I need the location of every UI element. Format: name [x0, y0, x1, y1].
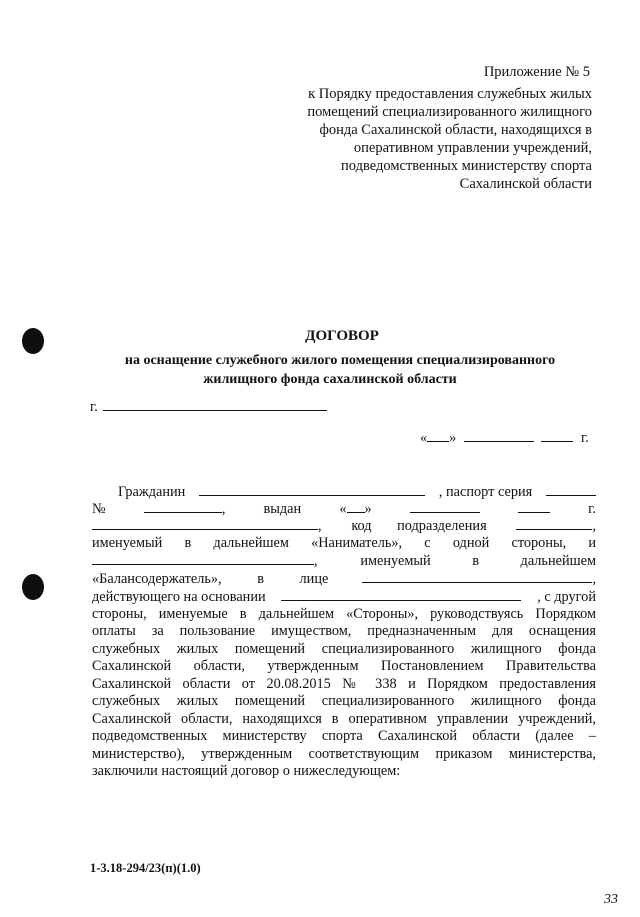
basis-blank: [281, 587, 521, 601]
punch-hole-bottom: [22, 574, 44, 600]
document-subtitle-line2: жилищного фонда сахалинской области: [203, 372, 457, 387]
body-line: Сахалинской области, находящихся в оперативном управлении учреждений,: [92, 711, 596, 727]
body-line-last: заключили настоящий договор о нижеследующем:: [92, 763, 401, 779]
issued-label: выдан: [263, 501, 302, 517]
comma: ,: [592, 571, 596, 587]
body-line: Сахалинской области, утвержденным Постановлением Правительства: [92, 658, 596, 674]
citizen-name-blank: [199, 482, 425, 496]
passport-label: , паспорт серия: [438, 484, 533, 500]
body-line: [92, 569, 596, 587]
appendix-line: к Порядку предоставления служебных жилых: [308, 86, 592, 102]
quote-close: »: [364, 501, 372, 517]
appendix-line: оперативном управлении учреждений,: [353, 140, 592, 156]
division-code-label: код подразделения: [351, 518, 487, 534]
document-title: ДОГОВОР: [305, 328, 379, 344]
balance-holder-label: «Балансодержатель», в лице: [92, 571, 329, 587]
appendix-number: Приложение № 5: [483, 64, 590, 80]
date-suffix: г.: [581, 430, 589, 446]
body-line: [92, 587, 596, 605]
body-line: стороны, именуемые в дальнейшем «Стороны», руководствуясь Порядком: [92, 606, 596, 622]
quote-open: «: [420, 430, 428, 446]
date-field: [420, 428, 589, 447]
referred-label: именуемый в дальнейшем: [360, 553, 596, 569]
body-line: [92, 482, 596, 500]
day-blank: [427, 428, 449, 442]
place-prefix: г.: [90, 399, 98, 415]
comma: ,: [592, 518, 596, 534]
tenant-blank: [92, 551, 314, 565]
comma: ,: [221, 501, 226, 517]
issue-year-blank: [518, 499, 550, 513]
comma: ,: [314, 553, 318, 569]
representative-blank: [362, 569, 592, 583]
issue-month-blank: [410, 499, 480, 513]
comma: ,: [318, 518, 322, 534]
body-line: оплаты за пользование имуществом, предназначенным для оснащения: [92, 623, 596, 639]
document-subtitle-line1: на оснащение служебного жилого помещения специализированного: [124, 353, 556, 368]
quote-close: »: [449, 430, 457, 446]
quote-open: «: [339, 501, 347, 517]
year-suffix: г.: [588, 501, 596, 517]
body-line: Сахалинской области от 20.08.2015 № 338 и Порядком предоставления: [92, 676, 596, 692]
body-line: именуемый в дальнейшем «Наниматель», с одной стороны, и: [92, 535, 596, 551]
body-line: подведомственных министерству спорта Сахалинской области (далее –: [92, 728, 596, 744]
issue-day-blank: [347, 499, 365, 513]
passport-number-blank: [144, 499, 222, 513]
appendix-line: подведомственных министерству спорта: [341, 158, 592, 174]
number-label: №: [92, 501, 106, 517]
division-code-blank: [516, 516, 592, 530]
year-blank: [541, 428, 573, 442]
basis-label: действующего на основании: [92, 589, 266, 605]
page-number: 33: [604, 892, 618, 907]
other-party-label: , с другой: [537, 589, 596, 605]
appendix-line: фонда Сахалинской области, находящихся в: [319, 122, 592, 138]
appendix-line: Сахалинской области: [459, 176, 592, 192]
body-line: служебных жилых помещений специализированного жилищного фонда: [92, 641, 596, 657]
body-line: [92, 499, 596, 517]
body-line: [92, 516, 596, 534]
appendix-line: помещений специализированного жилищного: [307, 104, 592, 120]
month-blank: [464, 428, 534, 442]
citizen-label: Гражданин: [118, 484, 186, 500]
place-field: [90, 397, 327, 416]
document-code: 1-3.18-294/23(п)(1.0): [90, 861, 201, 875]
passport-series-blank: [546, 482, 596, 496]
body-line: служебных жилых помещений специализированного жилищного фонда: [92, 693, 596, 709]
body-line: [92, 551, 596, 569]
body-line: министерство), утвержденным соответствующим приказом министерства,: [92, 746, 596, 762]
place-blank: [103, 397, 327, 411]
issuer-blank: [92, 516, 318, 530]
